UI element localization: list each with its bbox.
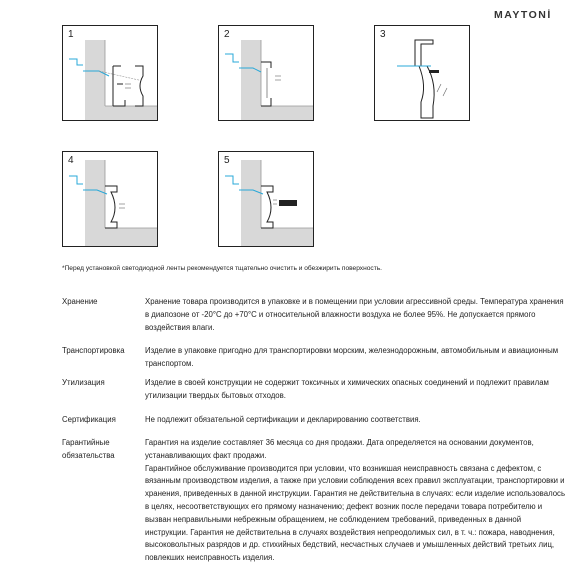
section-label: Транспортировка	[62, 346, 125, 355]
step-number: 4	[68, 155, 74, 166]
installation-illustration	[219, 26, 314, 121]
step-number: 3	[380, 29, 386, 40]
step-3-diagram	[374, 25, 470, 121]
installation-illustration	[219, 152, 314, 247]
section-label: Гарантийные обязательства	[62, 438, 115, 460]
section-text: Изделие в упаковке пригодно для транспортировки морским, железнодорожным, автомобильным и авиационным транспортом.	[145, 346, 559, 368]
step-number: 1	[68, 29, 74, 40]
brand-logo: MAYTONİ	[494, 9, 552, 21]
section-text: Хранение товара производится в упаковке и в помещении при условии агрессивной среды. Температура хранения в диапозоне от -20°С до +70°С и относительной влажности воздуха не более 95%. Не допускается прямого воздействия влаги.	[145, 297, 564, 332]
step-2-diagram	[218, 25, 314, 121]
section-label: Утилизация	[62, 378, 105, 387]
section-text: Изделие в своей конструкции не содержит токсичных и химических опасных соединений и подлежит правилам утилизации твердых бытовых отходов.	[145, 378, 549, 400]
step-1-diagram	[62, 25, 158, 121]
installation-illustration	[63, 152, 158, 247]
section-text: Гарантия на изделие составляет 36 месяца со дня продажи. Дата определяется на основании документов, устанавливающих факт продажи. Гарантийное обслуживание производится при условии, что возникшая неисправность связана с дефектом, с вязанным производством изделия, а также при условии соблюдения всех правил эксплуатации, транспортировки и хранения, приведенных в данной инструкции. Гарантия не действительна в случаях: если изделие использовалось в целях, несоответствующих его прямому назначению; дефект возник после передачи товара потребителю и вызван неправильными небрежным обращением, не соблюдением требований, приведенных в данной инструкции. Гарантия не действительна в случаях воздействия непреодолимых сил, в т. ч.: пожара, наводнения, высоковольтных разрядов и др. стихийных бедствий, несчастных случаев и умышленных действий третьих лиц, повлекших неисправность изделия.	[145, 438, 566, 563]
installation-illustration	[375, 26, 470, 121]
installation-illustration	[63, 26, 158, 121]
section-text: Не подлежит обязательной сертификации и декларированию соответствия.	[145, 415, 421, 424]
step-4-diagram	[62, 151, 158, 247]
step-number: 5	[224, 155, 230, 166]
section-label: Хранение	[62, 297, 98, 306]
section-label: Сертификация	[62, 415, 116, 424]
surface-note: *Перед установкой светодиодной ленты рекомендуется тщательно очистить и обезжирить поверхность.	[62, 265, 382, 272]
step-number: 2	[224, 29, 230, 40]
step-5-diagram	[218, 151, 314, 247]
